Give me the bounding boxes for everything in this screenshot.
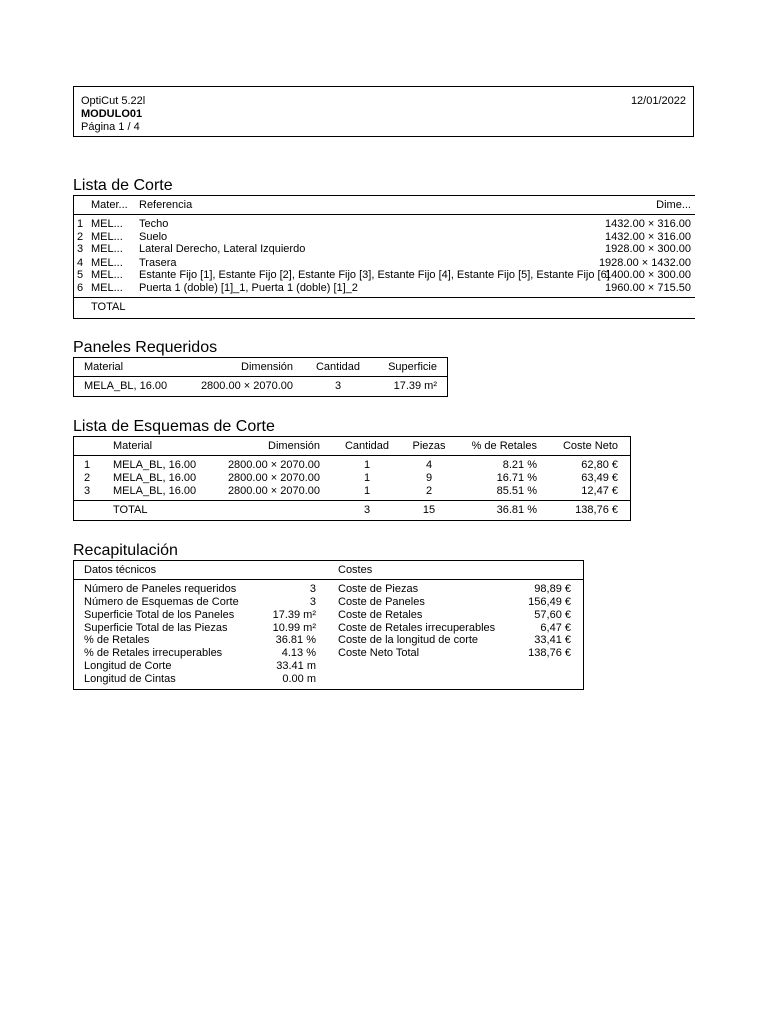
row-number: 1 [77,218,84,230]
row-material: MEL... [91,218,123,230]
costs-header: Costes [338,564,373,576]
row-number: 5 [77,269,84,281]
divider [74,297,695,298]
row-material: MEL... [91,257,123,269]
total-quantity: 3 [363,504,371,516]
column-header: Dimensión [241,361,293,373]
row-dimension: 2800.00 × 2070.00 [200,380,293,392]
document-header [73,86,694,137]
cost-label: Coste de Retales irrecuperables [338,622,496,634]
print-date: 12/01/2022 [630,95,686,107]
divider [74,214,695,215]
row-waste: 16.71 % [496,472,537,484]
row-dimension: 2800.00 × 2070.00 [227,459,320,471]
cost-value: 138,76 € [528,647,571,659]
tech-label: % de Retales [84,634,150,646]
cost-value: 6,47 € [540,622,571,634]
row-quantity: 1 [363,485,371,497]
tech-header: Datos técnicos [84,564,157,576]
row-reference: Techo [139,218,169,230]
row-number: 1 [84,459,91,471]
row-dimension: 1928.00 × 1432.00 [598,257,691,269]
row-cost: 62,80 € [581,459,618,471]
cost-label: Coste Neto Total [338,647,420,659]
divider [74,500,630,501]
tech-label: Longitud de Cintas [84,673,176,685]
row-number: 2 [77,231,84,243]
row-reference: Lateral Derecho, Lateral Izquierdo [139,243,306,255]
row-quantity: 1 [363,472,371,484]
row-surface: 17.39 m² [393,380,437,392]
row-material: MELA_BL, 16.00 [84,380,168,392]
column-header: Dime... [656,199,691,211]
row-cost: 63,49 € [581,472,618,484]
row-dimension: 1928.00 × 300.00 [605,243,691,255]
row-number: 4 [77,257,84,269]
tech-label: Número de Paneles requeridos [84,583,237,595]
row-dimension: 1432.00 × 316.00 [605,218,691,230]
row-quantity: 1 [363,459,371,471]
row-number: 3 [77,243,84,255]
app-name: OptiCut 5.22l [81,95,146,107]
tech-label: Longitud de Corte [84,660,172,672]
cost-value: 98,89 € [534,583,571,595]
schemes-table [73,436,631,521]
row-reference: Estante Fijo [1], Estante Fijo [2], Estante Fijo [3], Estante Fijo [4], Estante Fijo [5], Estante Fijo [6] [139,269,610,281]
cost-label: Coste de Retales [338,609,423,621]
cut-list-title: Lista de Corte [73,177,173,194]
column-header: Coste Neto [562,440,618,452]
row-dimension: 1960.00 × 715.50 [605,282,691,294]
summary-table [73,560,584,690]
row-waste: 8.21 % [502,459,537,471]
row-reference: Trasera [139,257,177,269]
cost-value: 156,49 € [528,596,571,608]
tech-value: 33.41 m [276,660,316,672]
row-material: MEL... [91,269,123,281]
column-header: Cantidad [344,440,390,452]
page-number: Página 1 / 4 [81,121,140,133]
row-pieces: 2 [425,485,433,497]
cut-list-table [73,195,695,319]
row-waste: 85.51 % [496,485,537,497]
column-header: Dimensión [268,440,320,452]
row-dimension: 1400.00 × 300.00 [605,269,691,281]
row-dimension: 2800.00 × 2070.00 [227,485,320,497]
tech-label: % de Retales irrecuperables [84,647,223,659]
column-header: Piezas [412,440,446,452]
divider [74,455,630,456]
column-header: Superficie [388,361,437,373]
column-header: Mater... [91,199,128,211]
row-reference: Puerta 1 (doble) [1]_1, Puerta 1 (doble) [1]_2 [139,282,358,294]
tech-label: Número de Esquemas de Corte [84,596,239,608]
total-cost: 138,76 € [575,504,618,516]
row-number: 3 [84,485,91,497]
cost-label: Coste de Piezas [338,583,419,595]
tech-value: 36.81 % [275,634,316,646]
column-header: Cantidad [315,361,361,373]
row-material: MEL... [91,282,123,294]
row-material: MELA_BL, 16.00 [113,472,197,484]
tech-value: 10.99 m² [272,622,316,634]
divider [74,579,583,580]
row-number: 6 [77,282,84,294]
column-header: % de Retales [471,440,537,452]
row-dimension: 2800.00 × 2070.00 [227,472,320,484]
schemes-title: Lista de Esquemas de Corte [73,418,275,435]
row-material: MEL... [91,243,123,255]
project-name: MODULO01 [81,108,143,120]
total-pieces: 15 [422,504,436,516]
tech-value: 0.00 m [282,673,316,685]
tech-value: 3 [309,583,316,595]
summary-title: Recapitulación [73,542,178,559]
row-cost: 12,47 € [581,485,618,497]
row-material: MELA_BL, 16.00 [113,459,197,471]
row-number: 2 [84,472,91,484]
tech-label: Superficie Total de los Paneles [84,609,235,621]
tech-value: 4.13 % [281,647,316,659]
row-material: MELA_BL, 16.00 [113,485,197,497]
row-reference: Suelo [139,231,168,243]
row-dimension: 1432.00 × 316.00 [605,231,691,243]
column-header: Referencia [139,199,193,211]
column-header: Material [113,440,153,452]
cost-value: 33,41 € [534,634,571,646]
cost-label: Coste de la longitud de corte [338,634,479,646]
divider [74,376,447,377]
tech-value: 17.39 m² [272,609,316,621]
total-label: TOTAL [113,504,148,516]
total-waste: 36.81 % [496,504,537,516]
panels-title: Paneles Requeridos [73,339,218,356]
row-pieces: 9 [425,472,433,484]
total-label: TOTAL [91,301,126,313]
row-pieces: 4 [425,459,433,471]
cost-label: Coste de Paneles [338,596,425,608]
panels-table [73,357,448,397]
row-quantity: 3 [334,380,342,392]
cost-value: 57,60 € [534,609,571,621]
column-header: Material [84,361,124,373]
row-material: MEL... [91,231,123,243]
tech-label: Superficie Total de las Piezas [84,622,228,634]
tech-value: 3 [309,596,316,608]
